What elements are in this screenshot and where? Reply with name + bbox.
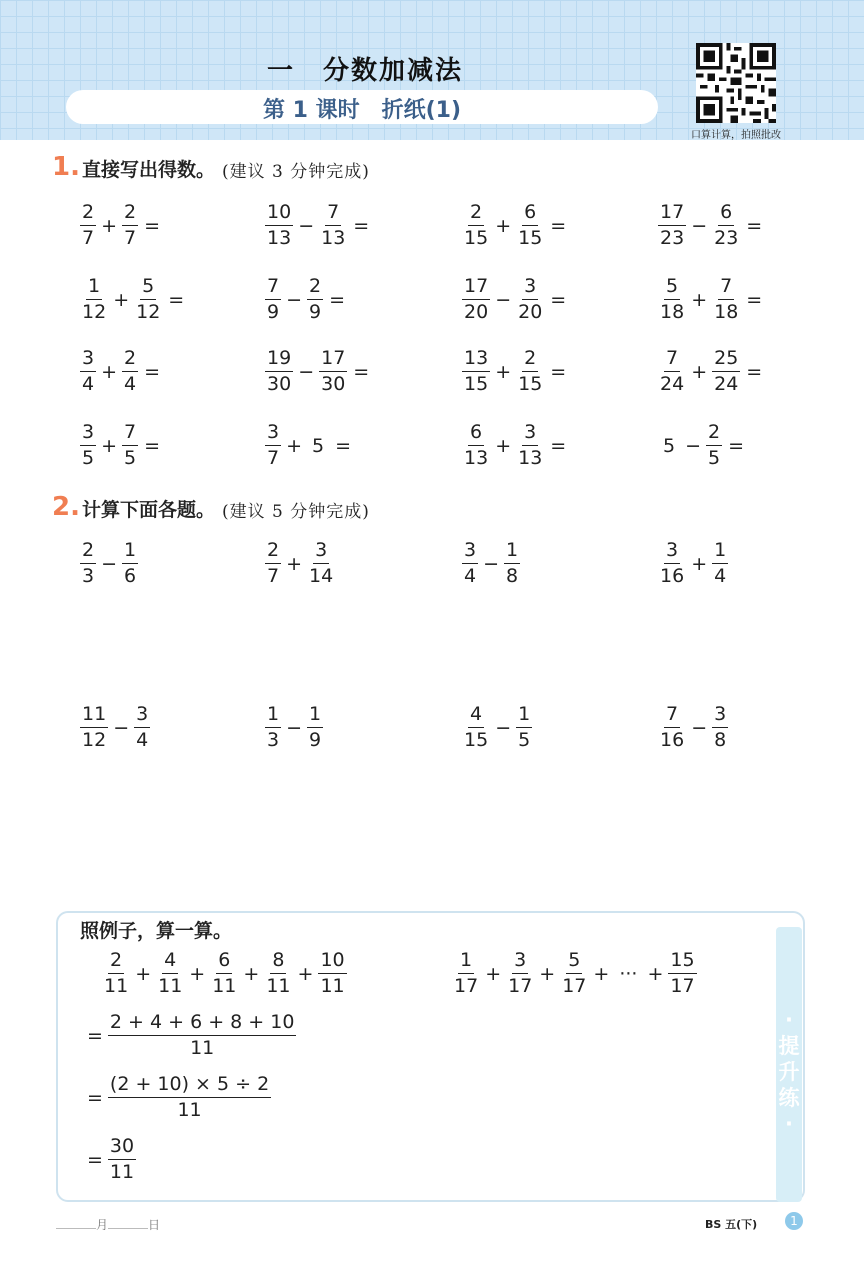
fraction (319, 200, 347, 251)
denominator: 3 (267, 729, 280, 751)
denominator: 18 (660, 301, 685, 323)
math-expression (658, 702, 728, 753)
header-banner (0, 0, 864, 140)
math-expression (658, 538, 728, 589)
math-expression (82, 1134, 136, 1185)
math-expression (265, 538, 335, 589)
fraction (265, 346, 293, 397)
numerator: 7 (718, 274, 734, 300)
numerator: 2 + 4 + 6 + 8 + 10 (108, 1010, 297, 1036)
fraction (462, 274, 490, 325)
fraction (516, 420, 544, 471)
fraction (668, 948, 696, 999)
math-expression (658, 420, 749, 471)
math-expression (102, 948, 347, 999)
operator: − (286, 716, 303, 739)
operator: 5 (663, 434, 676, 457)
denominator: 4 (714, 565, 727, 587)
numerator: (2 + 10) × 5 ÷ 2 (108, 1072, 271, 1098)
math-expression (658, 346, 767, 397)
fraction (516, 274, 544, 325)
fraction (265, 200, 293, 251)
date-field[interactable] (56, 1216, 160, 1233)
operator: − (286, 288, 303, 311)
numerator: 7 (664, 702, 680, 728)
equals-sign: = (550, 434, 567, 457)
denominator: 15 (464, 373, 489, 395)
numerator: 3 (134, 702, 150, 728)
math-expression (462, 274, 571, 325)
operator: + (495, 434, 512, 457)
fraction (134, 274, 162, 325)
fraction (462, 420, 490, 471)
page-number: 1 (785, 1212, 803, 1230)
numerator: 2 (122, 346, 138, 372)
math-expression (265, 346, 374, 397)
numerator: 6 (468, 420, 484, 446)
numerator: 1 (516, 702, 532, 728)
math-expression (658, 274, 767, 325)
numerator: 13 (462, 346, 490, 372)
fraction (80, 538, 96, 589)
numerator: 3 (80, 346, 96, 372)
numerator: 6 (718, 200, 734, 226)
denominator: 20 (464, 301, 489, 323)
numerator: 1 (712, 538, 728, 564)
numerator: 5 (140, 274, 156, 300)
fraction (134, 702, 150, 753)
math-expression (462, 346, 571, 397)
improve-side-tab (776, 927, 802, 1202)
numerator: 15 (668, 948, 696, 974)
fraction (80, 274, 108, 325)
fraction (712, 702, 728, 753)
fraction (122, 538, 138, 589)
improve-box-title: 照例子，算一算。 (80, 920, 233, 942)
math-expression (462, 420, 571, 471)
numerator: 1 (265, 702, 281, 728)
fraction (712, 200, 740, 251)
fraction (264, 948, 292, 999)
side-tab-label: ·提升练· (778, 1008, 800, 1136)
denominator: 4 (136, 729, 149, 751)
fraction (560, 948, 588, 999)
fraction (706, 420, 722, 471)
fraction (108, 1134, 136, 1185)
section2-number: 2. (52, 492, 80, 522)
numerator: 7 (265, 274, 281, 300)
denominator: 18 (714, 301, 739, 323)
fraction (516, 346, 544, 397)
denominator: 16 (660, 565, 685, 587)
numerator: 10 (265, 200, 293, 226)
numerator: 2 (108, 948, 124, 974)
fraction (265, 274, 281, 325)
numerator: 3 (313, 538, 329, 564)
operator: + (593, 962, 610, 985)
denominator: 5 (82, 447, 95, 469)
numerator: 3 (265, 420, 281, 446)
denominator: 14 (309, 565, 334, 587)
denominator: 11 (177, 1099, 202, 1121)
numerator: 3 (512, 948, 528, 974)
fraction (122, 346, 138, 397)
operator: − (691, 716, 708, 739)
fraction (122, 420, 138, 471)
lesson-title-bar (66, 90, 658, 124)
numerator: 11 (80, 702, 108, 728)
denominator: 9 (309, 301, 322, 323)
numerator: 8 (270, 948, 286, 974)
denominator: 30 (267, 373, 292, 395)
month-label: 月 (96, 1218, 109, 1232)
fraction (265, 538, 281, 589)
denominator: 17 (562, 975, 587, 997)
numerator: 5 (664, 274, 680, 300)
operator: + (286, 552, 303, 575)
operator: + (485, 962, 502, 985)
numerator: 2 (80, 538, 96, 564)
operator: + (101, 360, 118, 383)
operator: + (691, 552, 708, 575)
fraction (80, 420, 96, 471)
denominator: 4 (124, 373, 137, 395)
denominator: 5 (124, 447, 137, 469)
operator: + (101, 434, 118, 457)
month-blank[interactable] (56, 1228, 96, 1229)
math-expression (80, 420, 165, 471)
fraction (712, 346, 740, 397)
denominator: 5 (518, 729, 531, 751)
equals-sign: = (746, 214, 763, 237)
book-label: BS 五(下) (705, 1218, 758, 1231)
denominator: 20 (518, 301, 543, 323)
denominator: 4 (464, 565, 477, 587)
denominator: 13 (267, 227, 292, 249)
equals-sign: = (144, 434, 161, 457)
denominator: 12 (136, 301, 161, 323)
math-expression (462, 200, 571, 251)
operator: + (691, 360, 708, 383)
fraction (102, 948, 130, 999)
denominator: 23 (660, 227, 685, 249)
fraction (516, 702, 532, 753)
equals-sign: = (550, 288, 567, 311)
lesson-title: 第 1 课时 折纸(1) (262, 98, 462, 123)
denominator: 7 (267, 565, 280, 587)
denominator: 4 (82, 373, 95, 395)
denominator: 3 (82, 565, 95, 587)
fraction (307, 538, 335, 589)
operator: − (691, 214, 708, 237)
section1-hint: (建议 3 分钟完成) (222, 162, 370, 182)
fraction (712, 274, 740, 325)
numerator: 10 (318, 948, 346, 974)
math-expression (265, 274, 350, 325)
qr-caption: 口算计算，拍照批改 (691, 130, 781, 141)
fraction (658, 274, 686, 325)
denominator: 6 (124, 565, 137, 587)
operator: + (691, 288, 708, 311)
numerator: 3 (664, 538, 680, 564)
math-expression (80, 200, 165, 251)
numerator: 25 (712, 346, 740, 372)
denominator: 7 (124, 227, 137, 249)
fraction (80, 200, 96, 251)
math-expression (265, 200, 374, 251)
fraction (462, 200, 490, 251)
denominator: 17 (508, 975, 533, 997)
denominator: 15 (518, 227, 543, 249)
equals-sign: = (746, 288, 763, 311)
fraction (658, 702, 686, 753)
denominator: 15 (464, 227, 489, 249)
denominator: 23 (714, 227, 739, 249)
math-expression (80, 346, 165, 397)
denominator: 9 (309, 729, 322, 751)
numerator: 1 (504, 538, 520, 564)
numerator: 2 (122, 200, 138, 226)
fraction (122, 200, 138, 251)
operator: + (113, 288, 130, 311)
denominator: 16 (660, 729, 685, 751)
operator: − (495, 288, 512, 311)
denominator: 17 (670, 975, 695, 997)
fraction (319, 346, 347, 397)
numerator: 30 (108, 1134, 136, 1160)
denominator: 24 (660, 373, 685, 395)
operator: ··· (619, 962, 638, 985)
denominator: 7 (82, 227, 95, 249)
numerator: 3 (522, 420, 538, 446)
equals-sign: = (550, 360, 567, 383)
operator: − (101, 552, 118, 575)
operator: + (539, 962, 556, 985)
operator: + (495, 360, 512, 383)
numerator: 7 (122, 420, 138, 446)
numerator: 19 (265, 346, 293, 372)
operator: + (135, 962, 152, 985)
operator: − (113, 716, 130, 739)
numerator: 2 (522, 346, 538, 372)
denominator: 8 (714, 729, 727, 751)
equals-sign: = (728, 434, 745, 457)
fraction (504, 538, 520, 589)
math-expression (658, 200, 767, 251)
equals-sign: = (353, 214, 370, 237)
math-expression (82, 1010, 296, 1061)
math-expression (265, 420, 356, 471)
operator: − (495, 716, 512, 739)
fraction (462, 538, 478, 589)
denominator: 11 (266, 975, 291, 997)
numerator: 6 (216, 948, 232, 974)
equals-sign: = (746, 360, 763, 383)
numerator: 7 (325, 200, 341, 226)
equals-sign: = (329, 288, 346, 311)
operator: + (647, 962, 664, 985)
equals-sign: = (144, 360, 161, 383)
operator: + (243, 962, 260, 985)
fraction (658, 346, 686, 397)
numerator: 1 (458, 948, 474, 974)
denominator: 11 (158, 975, 183, 997)
equals-sign: = (168, 288, 185, 311)
qr-code-icon[interactable] (696, 43, 776, 123)
operator: − (483, 552, 500, 575)
numerator: 3 (80, 420, 96, 446)
numerator: 6 (522, 200, 538, 226)
fraction (80, 346, 96, 397)
section1-number: 1. (52, 152, 80, 182)
numerator: 3 (712, 702, 728, 728)
numerator: 2 (307, 274, 323, 300)
operator: + (101, 214, 118, 237)
numerator: 1 (86, 274, 102, 300)
denominator: 13 (518, 447, 543, 469)
math-expression (462, 538, 520, 589)
denominator: 5 (708, 447, 721, 469)
fraction (658, 200, 686, 251)
operator: = (87, 1024, 103, 1047)
math-expression (80, 274, 189, 325)
numerator: 4 (162, 948, 178, 974)
numerator: 2 (468, 200, 484, 226)
denominator: 11 (104, 975, 129, 997)
denominator: 17 (454, 975, 479, 997)
fraction (462, 702, 490, 753)
day-blank[interactable] (108, 1228, 148, 1229)
numerator: 2 (706, 420, 722, 446)
fraction (318, 948, 346, 999)
operator: − (298, 214, 315, 237)
fraction (80, 702, 108, 753)
fraction (516, 200, 544, 251)
fraction (307, 702, 323, 753)
numerator: 1 (307, 702, 323, 728)
numerator: 2 (80, 200, 96, 226)
fraction (210, 948, 238, 999)
numerator: 5 (566, 948, 582, 974)
fraction (658, 538, 686, 589)
denominator: 11 (109, 1161, 135, 1183)
math-expression (462, 702, 532, 753)
math-expression (452, 948, 697, 999)
operator: − (685, 434, 702, 457)
operator: + (297, 962, 314, 985)
equals-sign: = (335, 434, 352, 457)
denominator: 24 (714, 373, 739, 395)
equals-sign: = (550, 214, 567, 237)
denominator: 30 (321, 373, 346, 395)
fraction (506, 948, 534, 999)
numerator: 3 (522, 274, 538, 300)
equals-sign: = (353, 360, 370, 383)
denominator: 15 (518, 373, 543, 395)
operator: = (87, 1086, 103, 1109)
numerator: 17 (462, 274, 490, 300)
fraction (265, 420, 281, 471)
operator: 5 (312, 434, 325, 457)
denominator: 11 (212, 975, 237, 997)
denominator: 9 (267, 301, 280, 323)
numerator: 7 (664, 346, 680, 372)
fraction (452, 948, 480, 999)
numerator: 3 (462, 538, 478, 564)
fraction (462, 346, 490, 397)
numerator: 1 (122, 538, 138, 564)
fraction (156, 948, 184, 999)
denominator: 13 (321, 227, 346, 249)
denominator: 7 (267, 447, 280, 469)
numerator: 17 (319, 346, 347, 372)
equals-sign: = (144, 214, 161, 237)
section1-title: 直接写出得数。 (82, 159, 216, 181)
unit-title: 一 分数加减法 (266, 56, 463, 86)
math-expression (80, 702, 150, 753)
operator: + (495, 214, 512, 237)
denominator: 8 (506, 565, 519, 587)
fraction (712, 538, 728, 589)
operator: + (286, 434, 303, 457)
numerator: 4 (468, 702, 484, 728)
denominator: 11 (190, 1037, 215, 1059)
math-expression (80, 538, 138, 589)
operator: − (298, 360, 315, 383)
fraction (108, 1010, 297, 1061)
math-expression (265, 702, 323, 753)
denominator: 11 (320, 975, 345, 997)
section2-title: 计算下面各题。 (82, 499, 216, 521)
denominator: 12 (82, 301, 107, 323)
numerator: 17 (658, 200, 686, 226)
denominator: 12 (82, 729, 107, 751)
day-label: 日 (148, 1218, 161, 1232)
operator: = (87, 1148, 103, 1171)
fraction (265, 702, 281, 753)
denominator: 13 (464, 447, 489, 469)
section2-hint: (建议 5 分钟完成) (222, 502, 370, 522)
denominator: 15 (464, 729, 489, 751)
operator: + (189, 962, 206, 985)
fraction (108, 1072, 271, 1123)
math-expression (82, 1072, 271, 1123)
numerator: 2 (265, 538, 281, 564)
fraction (307, 274, 323, 325)
